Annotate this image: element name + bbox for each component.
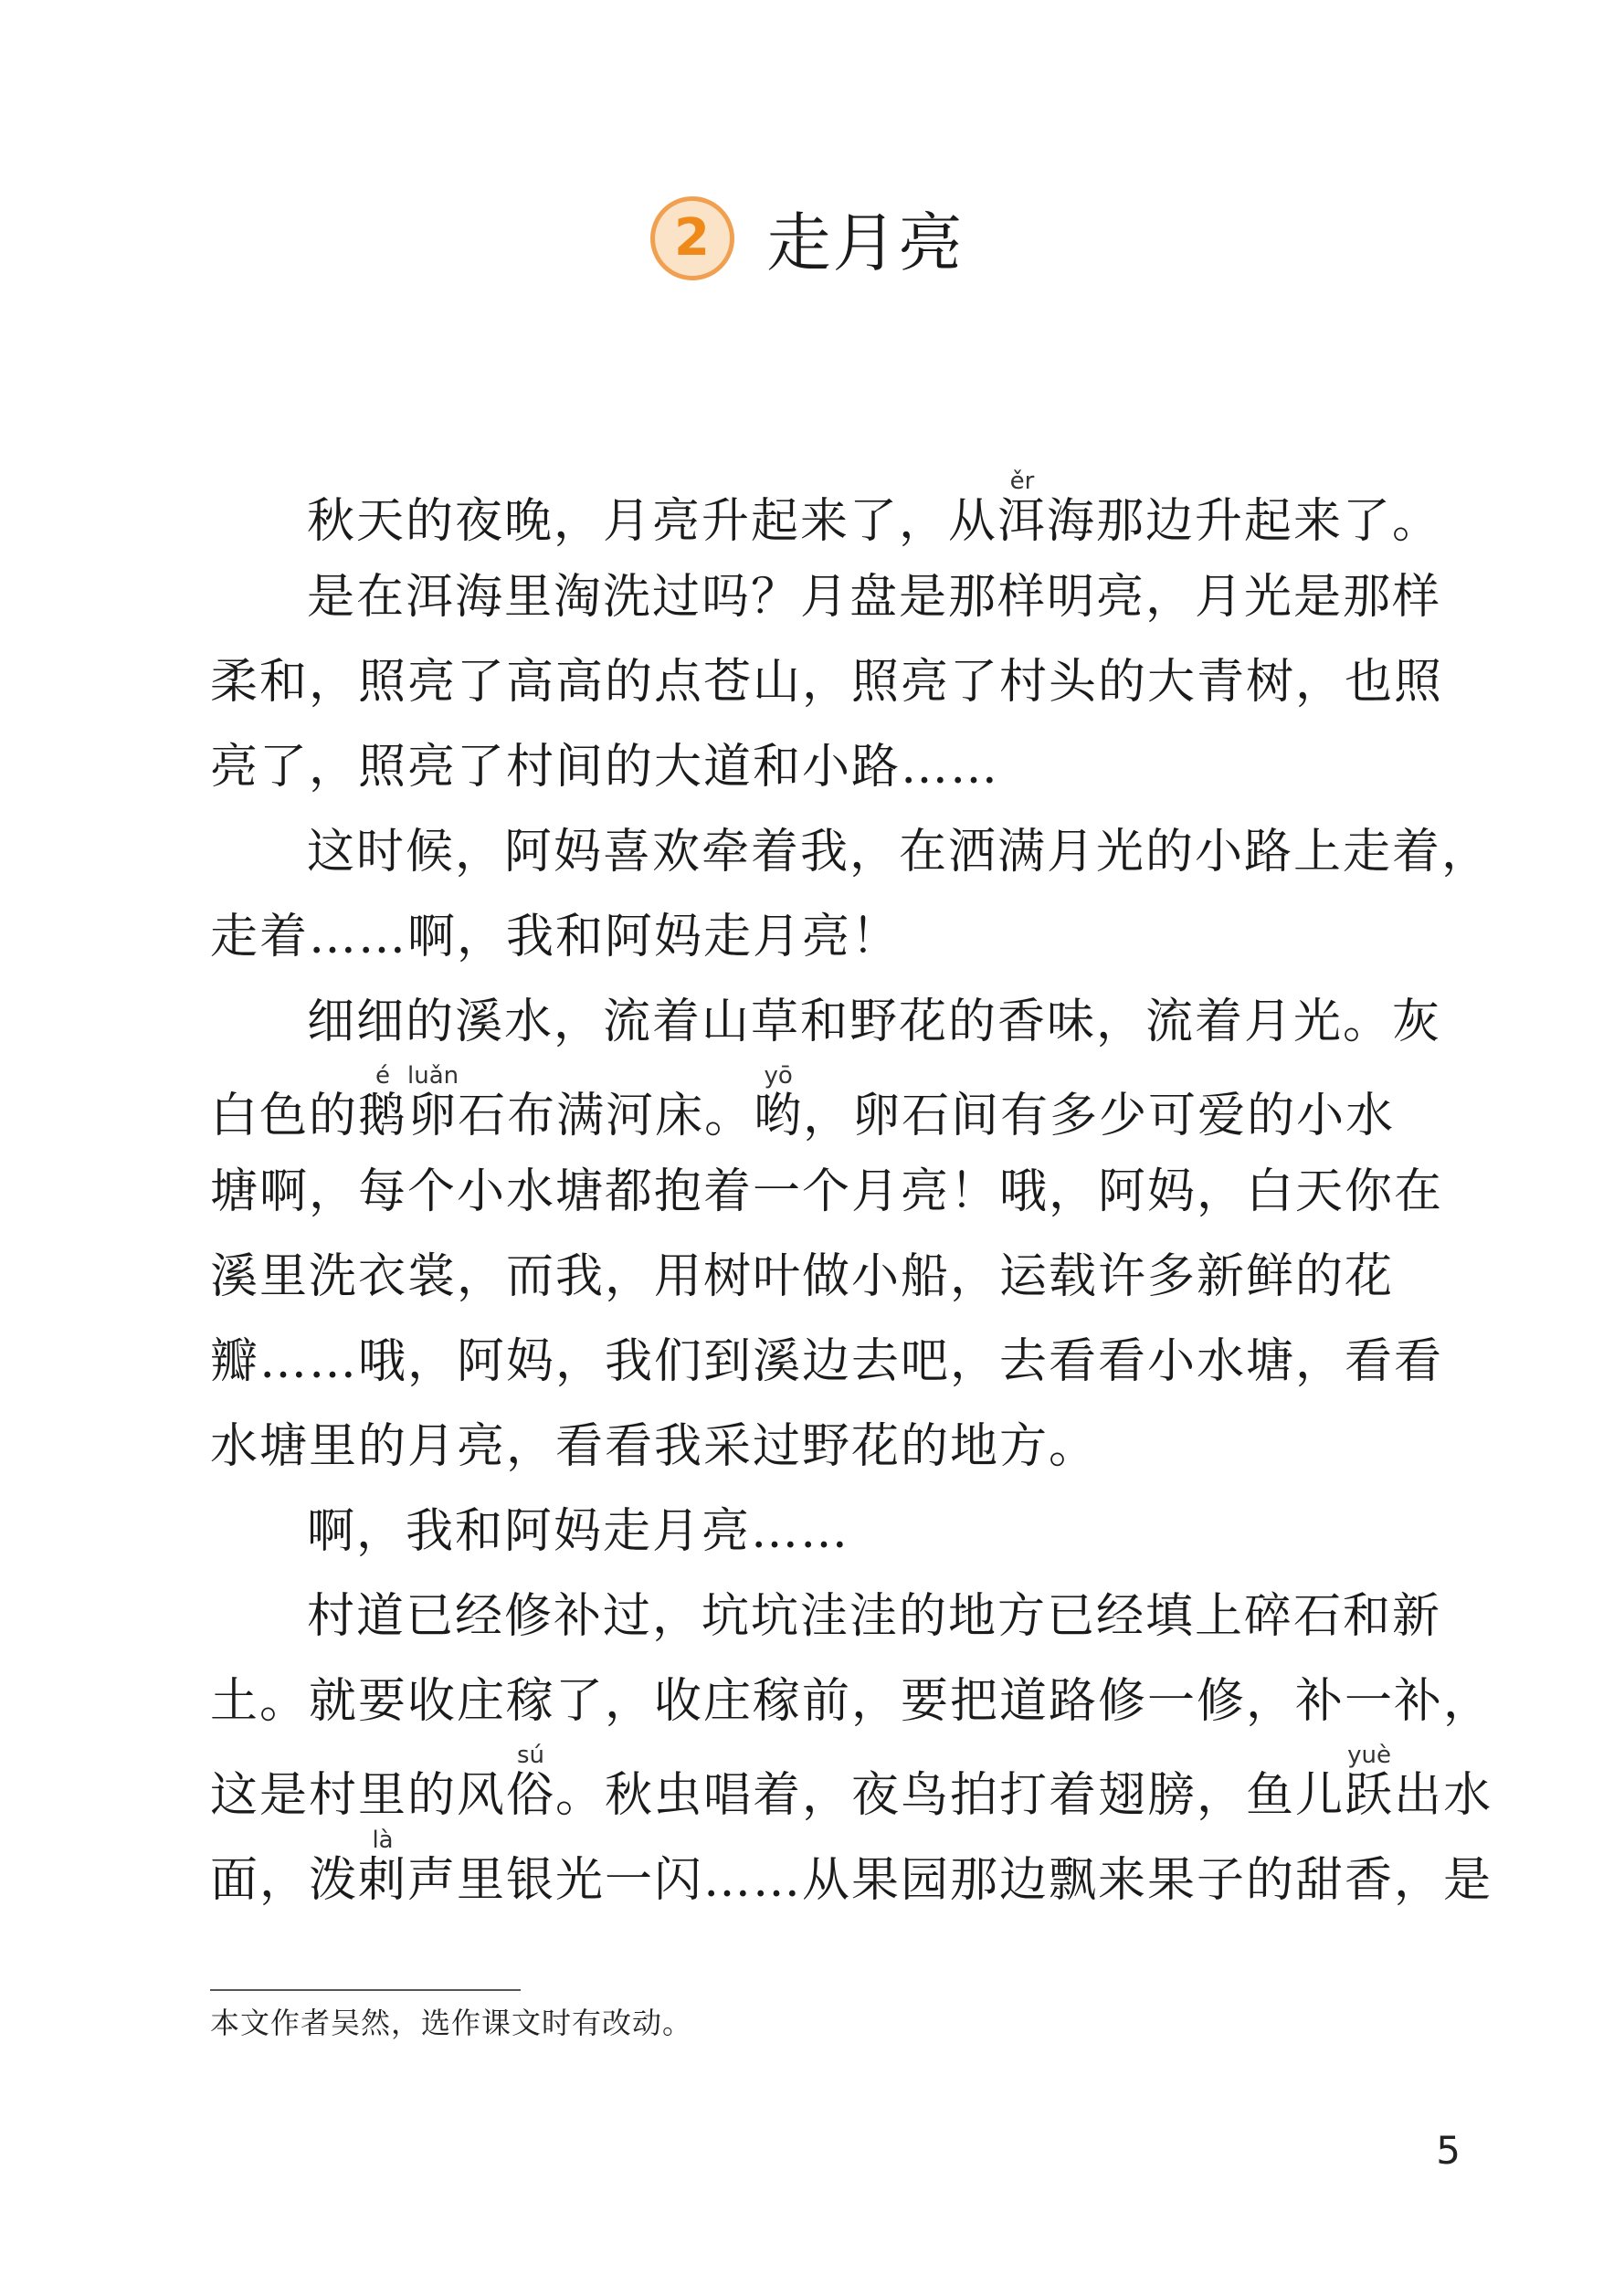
- text-segment: ，卵石间有多少可爱的小水: [803, 1089, 1396, 1143]
- paragraph-4-line-5: 瓣……哦，阿妈，我们到溪边去吧，去看看小水塘，看看: [210, 1334, 1444, 1389]
- ruby-su: [506, 1742, 556, 1823]
- pinyin: yuè: [1345, 1742, 1395, 1769]
- paragraph-6-line-2: 土。就要收庄稼了，收庄稼前，要把道路修一修，补一补，: [210, 1674, 1493, 1729]
- ruby-char: 洱: [997, 494, 1048, 549]
- paragraph-6-line-3: [210, 1742, 1493, 1829]
- pinyin: yō: [754, 1062, 804, 1090]
- text-segment: 出水: [1394, 1768, 1493, 1823]
- ruby-char: 鹅: [358, 1089, 408, 1143]
- paragraph-4-line-1: 细细的溪水，流着山草和野花的香味，流着月光。灰: [307, 995, 1442, 1049]
- text-segment: 。秋虫唱着，夜鸟拍打着翅膀，鱼儿: [555, 1768, 1345, 1823]
- ruby-char: 剌: [358, 1853, 408, 1908]
- paragraph-2-line-2: 柔和，照亮了高高的点苍山，照亮了村头的大青树，也照: [210, 655, 1444, 710]
- pinyin: sú: [506, 1742, 556, 1769]
- paragraph-3-line-2: 走着……啊，我和阿妈走月亮！: [210, 910, 902, 964]
- ruby-yue: [1345, 1742, 1395, 1823]
- paragraph-4-line-4: 溪里洗衣裳，而我，用树叶做小船，运载许多新鲜的花: [210, 1249, 1395, 1304]
- pinyin: é: [358, 1062, 408, 1090]
- footnote: 本文作者吴然，选作课文时有改动。: [210, 2006, 693, 2040]
- page-number: 5: [1436, 2128, 1461, 2173]
- ruby-char: 跃: [1345, 1768, 1395, 1823]
- paragraph-2-line-3: 亮了，照亮了村间的大道和小路……: [210, 740, 1000, 795]
- paragraph-2-line-1: 是在洱海里淘洗过吗？月盘是那样明亮，月光是那样: [307, 570, 1442, 625]
- ruby-er: [997, 468, 1048, 549]
- text-segment: 秋天的夜晚，月亮升起来了，从: [307, 494, 998, 549]
- paragraph-6-line-1: 村道已经修补过，坑坑洼洼的地方已经填上碎石和新: [307, 1589, 1442, 1644]
- ruby-char: 卵: [407, 1089, 459, 1143]
- text-segment: 石布满河床。: [458, 1089, 754, 1143]
- paragraph-4-line-6: 水塘里的月亮，看看我采过野花的地方。: [210, 1419, 1099, 1474]
- ruby-yo: [754, 1062, 804, 1143]
- text-segment: 这是村里的风: [210, 1768, 507, 1823]
- paragraph-4-line-3: 塘啊，每个小水塘都抱着一个月亮！哦，阿妈，白天你在: [210, 1164, 1444, 1219]
- paragraph-1-line-1: [210, 470, 1452, 555]
- pinyin: luǎn: [407, 1062, 459, 1090]
- paragraph-4-line-2: [210, 1062, 1452, 1150]
- paragraph-5-line-1: 啊，我和阿妈走月亮……: [307, 1504, 850, 1559]
- pinyin: là: [358, 1827, 408, 1854]
- lesson-header: [0, 192, 1614, 284]
- ruby-e: [358, 1062, 408, 1143]
- paragraph-6-line-4: [210, 1827, 1493, 1914]
- pinyin: ěr: [997, 468, 1048, 495]
- ruby-luan: [407, 1062, 459, 1143]
- lesson-title: 走月亮: [766, 205, 965, 280]
- ruby-la: [358, 1827, 408, 1908]
- lesson-body: [210, 468, 1493, 1914]
- ruby-char: 俗: [506, 1768, 556, 1823]
- ruby-char: 哟: [754, 1089, 804, 1143]
- lesson-number-badge: 2: [650, 196, 734, 280]
- text-segment: 海那边升起来了。: [1047, 494, 1442, 549]
- text-segment: 面，泼: [210, 1853, 359, 1908]
- text-segment: 声里银光一闪……从果园那边飘来果子的甜香，是: [407, 1853, 1493, 1908]
- text-segment: 白色的: [210, 1089, 359, 1143]
- footnote-divider: [210, 1989, 521, 1991]
- paragraph-3-line-1: 这时候，阿妈喜欢牵着我，在洒满月光的小路上走着，: [307, 825, 1492, 879]
